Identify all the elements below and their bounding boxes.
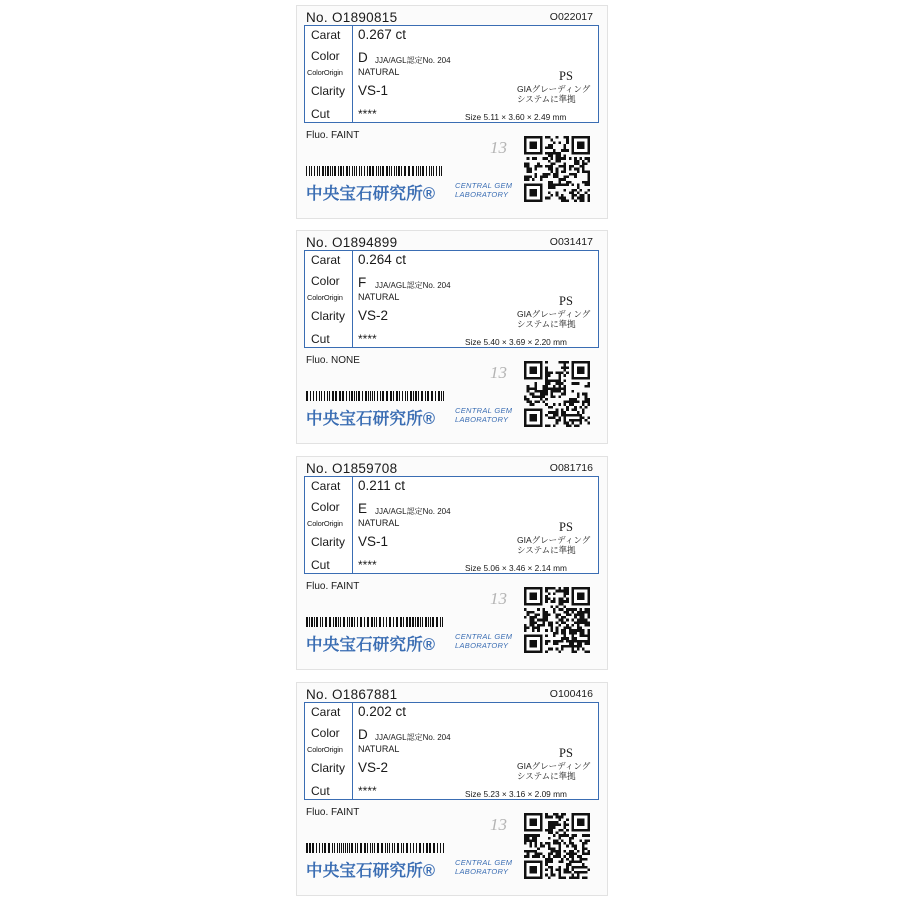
lab-name-english-line2: LABORATORY [455, 641, 509, 650]
gia-compliance-line1: GIAグレーディング [517, 309, 591, 319]
report-code: O100416 [549, 688, 593, 700]
lab-name-english-line1: CENTRAL GEM [455, 406, 513, 415]
cut-value: **** [358, 107, 377, 121]
fluorescence: Fluo. FAINT [306, 807, 360, 818]
report-number: No. O1890815 [306, 10, 398, 25]
color-origin-label: ColorOrigin [307, 745, 343, 754]
report-number: No. O1867881 [306, 687, 398, 702]
lab-name-japanese: 中央宝石研究所® [306, 636, 436, 654]
color-origin-value: NATURAL [358, 292, 400, 302]
handwritten-mark: 13 [490, 363, 507, 382]
lab-name-english-line1: CENTRAL GEM [455, 858, 513, 867]
fluorescence: Fluo. FAINT [306, 130, 360, 141]
cut-label: Cut [311, 784, 330, 798]
gia-compliance-line2: システムに準拠 [517, 545, 576, 555]
report-code: O031417 [549, 236, 593, 248]
color-origin-value: NATURAL [358, 744, 400, 754]
cut-label: Cut [311, 107, 330, 121]
certification-text: JJA/AGL認定No. 204 [375, 733, 451, 742]
cut-label: Cut [311, 558, 330, 572]
certification-text: JJA/AGL認定No. 204 [375, 56, 451, 65]
fluorescence: Fluo. NONE [306, 355, 360, 366]
handwritten-mark: 13 [490, 138, 507, 157]
barcode-icon [306, 843, 444, 853]
fluorescence: Fluo. FAINT [306, 581, 360, 592]
report-code: O081716 [549, 462, 593, 474]
panel-divider [352, 477, 353, 573]
ps-mark: PS [559, 294, 573, 308]
color-value: E [358, 501, 368, 516]
lab-name-english-line1: CENTRAL GEM [455, 181, 513, 190]
carat-value: 0.202 ct [358, 704, 407, 719]
grading-panel [304, 250, 599, 348]
carat-value: 0.211 ct [358, 478, 406, 493]
carat-label: Carat [311, 479, 341, 493]
carat-label: Carat [311, 253, 341, 267]
color-value: D [358, 50, 368, 65]
size-measurement: Size 5.06 × 3.46 × 2.14 mm [465, 563, 567, 573]
clarity-value: VS-2 [358, 308, 389, 323]
cut-label: Cut [311, 332, 330, 346]
carat-label: Carat [311, 705, 341, 719]
size-measurement: Size 5.23 × 3.16 × 2.09 mm [465, 789, 567, 799]
carat-value: 0.267 ct [358, 27, 407, 42]
report-number: No. O1894899 [306, 235, 398, 250]
cut-value: **** [358, 784, 377, 798]
carat-value: 0.264 ct [358, 252, 407, 267]
color-label: Color [311, 500, 340, 514]
grading-panel [304, 25, 599, 123]
panel-divider [352, 26, 353, 122]
color-origin-label: ColorOrigin [307, 68, 343, 77]
gia-compliance-line1: GIAグレーディング [517, 84, 591, 94]
grading-card [296, 5, 608, 219]
handwritten-mark: 13 [490, 589, 507, 608]
color-value: F [358, 275, 367, 290]
color-label: Color [311, 274, 340, 288]
clarity-value: VS-1 [358, 83, 389, 98]
size-measurement: Size 5.40 × 3.69 × 2.20 mm [465, 337, 567, 347]
clarity-label: Clarity [311, 84, 346, 98]
handwritten-mark: 13 [490, 815, 507, 834]
barcode-icon [306, 617, 444, 627]
color-origin-label: ColorOrigin [307, 293, 343, 302]
lab-name-english-line2: LABORATORY [455, 190, 509, 199]
grading-card [296, 682, 608, 896]
ps-mark: PS [559, 69, 573, 83]
panel-divider [352, 703, 353, 799]
lab-name-japanese: 中央宝石研究所® [306, 410, 436, 428]
grading-panel [304, 476, 599, 574]
certification-text: JJA/AGL認定No. 204 [375, 281, 451, 290]
gia-compliance-line2: システムに準拠 [517, 94, 576, 104]
grading-card [296, 230, 608, 444]
clarity-value: VS-2 [358, 760, 389, 775]
grading-panel [304, 702, 599, 800]
cut-value: **** [358, 332, 377, 346]
report-number: No. O1859708 [306, 461, 398, 476]
clarity-label: Clarity [311, 761, 346, 775]
lab-name-english-line2: LABORATORY [455, 867, 509, 876]
grading-card [296, 456, 608, 670]
cut-value: **** [358, 558, 377, 572]
carat-label: Carat [311, 28, 341, 42]
color-origin-value: NATURAL [358, 67, 400, 77]
certification-text: JJA/AGL認定No. 204 [375, 507, 451, 516]
ps-mark: PS [559, 746, 573, 760]
color-value: D [358, 727, 368, 742]
lab-name-english-line2: LABORATORY [455, 415, 509, 424]
gia-compliance-line2: システムに準拠 [517, 319, 576, 329]
clarity-value: VS-1 [358, 534, 389, 549]
ps-mark: PS [559, 520, 573, 534]
qr-code-icon [524, 813, 590, 879]
gia-compliance-line2: システムに準拠 [517, 771, 576, 781]
gia-compliance-line1: GIAグレーディング [517, 761, 591, 771]
qr-code-icon [524, 136, 590, 202]
color-label: Color [311, 726, 340, 740]
clarity-label: Clarity [311, 309, 346, 323]
report-code: O022017 [549, 11, 593, 23]
color-label: Color [311, 49, 340, 63]
qr-code-icon [524, 587, 590, 653]
barcode-icon [306, 166, 444, 176]
lab-name-japanese: 中央宝石研究所® [306, 185, 436, 203]
size-measurement: Size 5.11 × 3.60 × 2.49 mm [465, 112, 567, 122]
color-origin-label: ColorOrigin [307, 519, 343, 528]
panel-divider [352, 251, 353, 347]
lab-name-japanese: 中央宝石研究所® [306, 862, 436, 880]
qr-code-icon [524, 361, 590, 427]
color-origin-value: NATURAL [358, 518, 400, 528]
lab-name-english-line1: CENTRAL GEM [455, 632, 513, 641]
clarity-label: Clarity [311, 535, 346, 549]
barcode-icon [306, 391, 444, 401]
gia-compliance-line1: GIAグレーディング [517, 535, 591, 545]
